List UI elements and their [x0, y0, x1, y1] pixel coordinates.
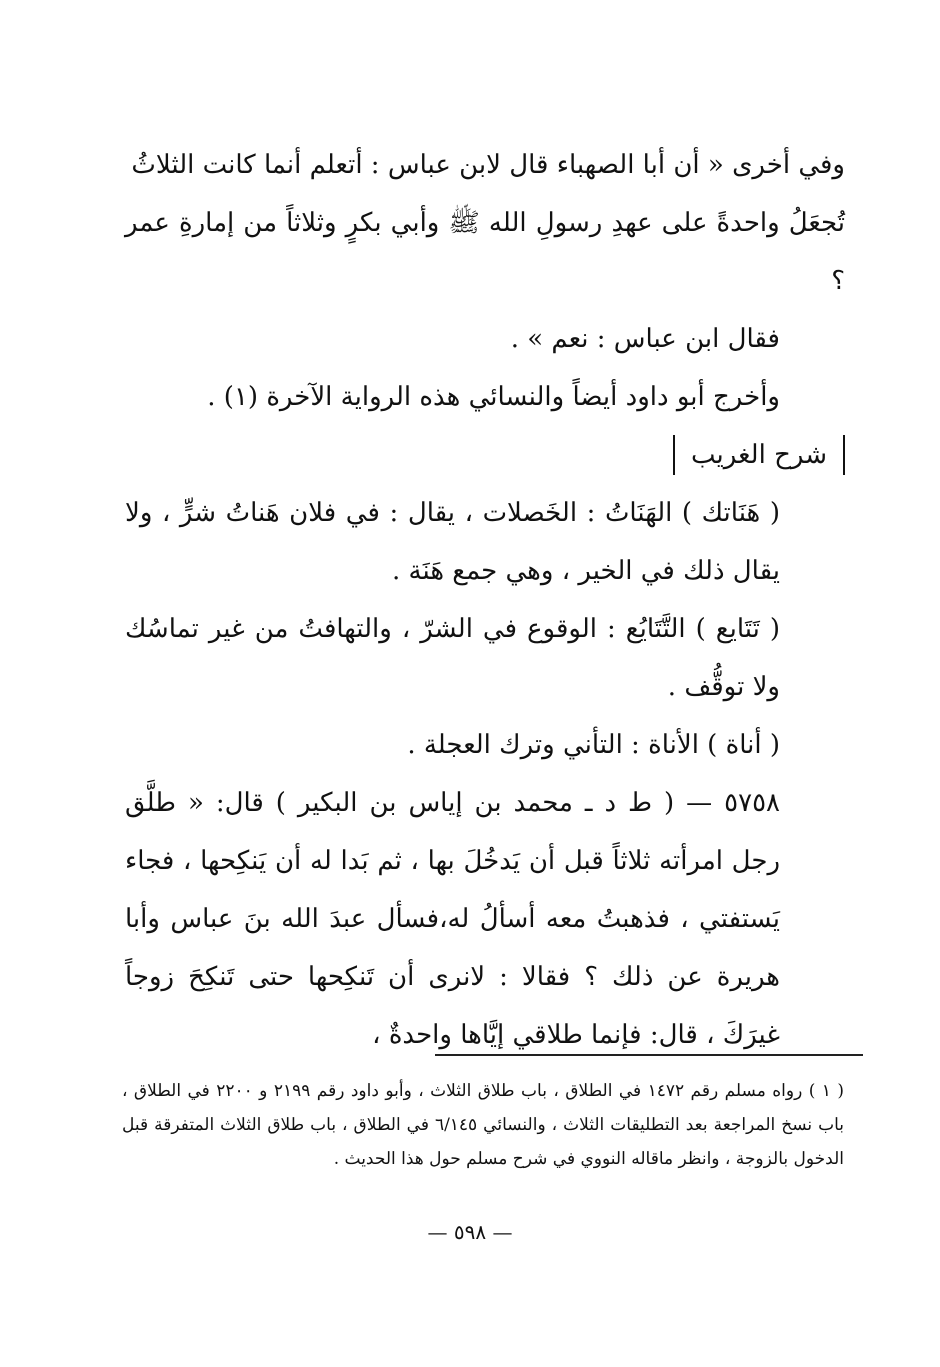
page-number: — ٥٩٨ —	[427, 1220, 513, 1244]
section-header: شرح الغريب	[673, 435, 845, 475]
text-line-1: وفي أخرى « أن أبا الصهباء قال لابن عباس : أتعلم أنما كانت الثلاثُ	[131, 150, 845, 180]
gharib-entry-anat: ( أناة ) الأناة : التأني وترك العجلة .	[407, 730, 780, 760]
gharib-entry-hanat: ( هَنَاتك ) الهَنَاتُ : الخَصلات ، يقال : في فلان هَناتُ شرٍّ ، ولا يقال ذلك في الخير ، وهي جمع هَنَة .	[125, 498, 780, 586]
footnotes	[122, 1074, 844, 1176]
hadith-5758: ٥٧٥٨ — ( ط د ـ محمد بن إياس بن البكير ) قال: « طلَّق رجل امرأته ثلاثاً قبل أن يَدخُلَ بها ، ثم بَدا له أن يَنكِحها ، فجاء يَستفتي ، فذهبتُ معه أسألُ له،فسأل عبدَ الله بنَ عباس وأبا هريرة عن ذلك ؟ فقالا : لانرى أن تَنكِحها حتى تَنكِحَ زوجاً غيرَكَ ، قال: فإنما طلاقي إيَّاها واحدةٌ ،	[125, 788, 780, 1050]
text-line-2: تُجعَلُ واحدةً على عهدِ رسولِ الله ﷺ وأبي بكرٍ وثلاثاً من إمارةِ عمر ؟	[125, 208, 845, 296]
main-text	[125, 136, 845, 1064]
text-line-3: فقال ابن عباس : نعم » .	[510, 324, 780, 354]
footnote-1: ( ١ ) رواه مسلم رقم ١٤٧٢ في الطلاق ، باب طلاق الثلاث ، وأبو داود رقم ٢١٩٩ و ٢٢٠٠ في الطلاق ، باب نسخ المراجعة بعد التطليقات الثلاث ، والنسائي ٦/١٤٥ في الطلاق ، باب طلاق الثلاث المتفرقة قبل الدخول بالزوجة ، وانظر ماقاله النووي في شرح مسلم حول هذا الحديث .	[122, 1081, 844, 1169]
gharib-entry-tatayu: ( تَتَايع ) التَّتَايُع : الوقوع في الشرّ ، والتهافتُ من غير تماسُك ولا توقُّف .	[125, 614, 780, 702]
footnote-divider	[435, 1054, 863, 1056]
abu-dawud-line: وأخرج أبو داود أيضاً والنسائي هذه الرواية الآخرة (١) .	[207, 382, 780, 412]
